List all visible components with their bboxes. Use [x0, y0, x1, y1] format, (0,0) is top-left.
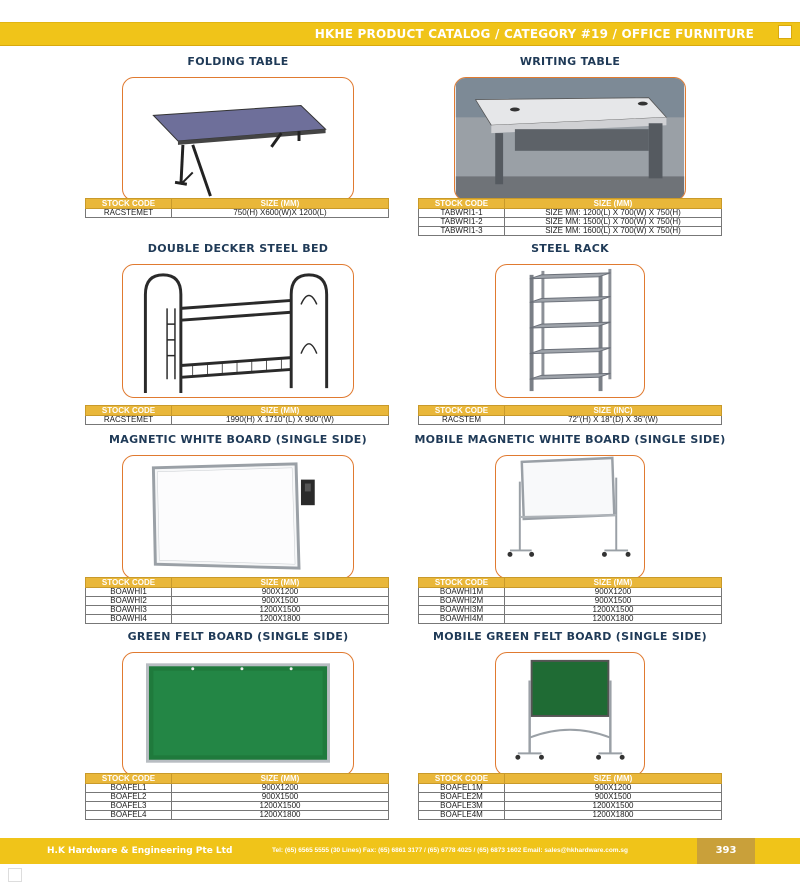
stock-code-cell: BOAFLE3M [419, 802, 505, 811]
table-row [86, 811, 389, 820]
col-header-stock-code: STOCK CODE [86, 199, 172, 209]
size-cell: 900X1500 [505, 597, 722, 606]
product-title: WRITING TABLE [519, 55, 621, 68]
col-header-size: SIZE (MM) [172, 578, 389, 588]
stock-code-cell: BOAWHI2M [419, 597, 505, 606]
stock-code-cell: BOAFEL1 [86, 784, 172, 793]
col-header-stock-code: STOCK CODE [419, 578, 505, 588]
footer-bar [0, 838, 800, 864]
product-mobile-magnetic-white-board [412, 433, 728, 579]
spec-table-folding-table [85, 198, 389, 218]
table-row [86, 416, 389, 425]
product-green-felt-board [80, 630, 396, 776]
stock-code-cell: BOAFEL3 [86, 802, 172, 811]
product-title: MOBILE GREEN FELT BOARD (SINGLE SIDE) [432, 630, 708, 643]
col-header-size: SIZE (MM) [172, 199, 389, 209]
col-header-size: SIZE (MM) [172, 406, 389, 416]
page-number: 393 [697, 838, 755, 864]
stock-code-cell: BOAWHI3M [419, 606, 505, 615]
stock-code-cell: BOAWHI1 [86, 588, 172, 597]
size-cell: 1200X1500 [172, 606, 389, 615]
stock-code-cell: BOAWHI2 [86, 597, 172, 606]
stock-code-cell: BOAWHI4M [419, 615, 505, 624]
table-row [419, 615, 722, 624]
spec-table-mobile-magnetic-white-board [418, 577, 722, 624]
writing-table-image [454, 77, 686, 201]
size-cell: 1990(H) X 1710"(L) X 900"(W) [172, 416, 389, 425]
product-mobile-green-felt-board [412, 630, 728, 776]
col-header-stock-code: STOCK CODE [419, 774, 505, 784]
size-cell: SIZE MM: 1500(L) X 700(W) X 750(H) [505, 218, 722, 227]
table-row [419, 416, 722, 425]
stock-code-cell: TABWRI1-3 [419, 227, 505, 236]
catalog-header-bar [0, 22, 800, 46]
size-cell: 1200X1800 [172, 811, 389, 820]
table-row [86, 615, 389, 624]
size-cell: 1200X1800 [172, 615, 389, 624]
folding-table-image [122, 77, 354, 201]
corner-mark [778, 25, 792, 39]
magnetic-white-board-image [122, 455, 354, 579]
product-magnetic-white-board [80, 433, 396, 579]
catalog-header-title: HKHE PRODUCT CATALOG / CATEGORY #19 / OFFICE FURNITURE [314, 27, 754, 41]
col-header-stock-code: STOCK CODE [86, 578, 172, 588]
size-cell: 72"(H) X 18"(D) X 36"(W) [505, 416, 722, 425]
stock-code-cell: BOAFLE4M [419, 811, 505, 820]
product-title: MOBILE MAGNETIC WHITE BOARD (SINGLE SIDE) [414, 433, 726, 446]
spec-table-green-felt-board [85, 773, 389, 820]
col-header-size: SIZE (MM) [505, 199, 722, 209]
corner-mark [8, 868, 22, 882]
company-name: H.K Hardware & Engineering Pte Ltd [47, 846, 233, 856]
stock-code-cell: BOAFEL1M [419, 784, 505, 793]
col-header-size: SIZE (MM) [505, 774, 722, 784]
stock-code-cell: RACSTEMET [86, 416, 172, 425]
size-cell: 900X1200 [172, 784, 389, 793]
product-writing-table [412, 55, 728, 201]
mobile-green-felt-board-image [495, 652, 645, 776]
size-cell: 1200X1800 [505, 615, 722, 624]
col-header-stock-code: STOCK CODE [86, 406, 172, 416]
size-cell: 900X1500 [172, 597, 389, 606]
col-header-stock-code: STOCK CODE [419, 406, 505, 416]
size-cell: 1200X1800 [505, 811, 722, 820]
table-row [419, 227, 722, 236]
spec-table-double-decker-bed [85, 405, 389, 425]
table-row [419, 811, 722, 820]
stock-code-cell: BOAFLE2M [419, 793, 505, 802]
product-title: MAGNETIC WHITE BOARD (SINGLE SIDE) [109, 433, 367, 446]
green-felt-board-image [122, 652, 354, 776]
stock-code-cell: BOAWHI4 [86, 615, 172, 624]
col-header-size: SIZE (INC) [505, 406, 722, 416]
size-cell: 1200X1500 [172, 802, 389, 811]
size-cell: 900X1200 [505, 588, 722, 597]
stock-code-cell: BOAFEL2 [86, 793, 172, 802]
size-cell: 900X1500 [505, 793, 722, 802]
table-row [86, 209, 389, 218]
steel-rack-image [495, 264, 645, 398]
product-title: GREEN FELT BOARD (SINGLE SIDE) [127, 630, 349, 643]
top-margin [0, 0, 800, 12]
spec-table-mobile-green-felt-board [418, 773, 722, 820]
stock-code-cell: BOAWHI3 [86, 606, 172, 615]
col-header-size: SIZE (MM) [172, 774, 389, 784]
product-title: DOUBLE DECKER STEEL BED [147, 242, 329, 255]
size-cell: 900X1500 [172, 793, 389, 802]
size-cell: SIZE MM: 1600(L) X 700(W) X 750(H) [505, 227, 722, 236]
mobile-magnetic-white-board-image [495, 455, 645, 579]
size-cell: 1200X1500 [505, 606, 722, 615]
product-double-decker-bed [80, 242, 396, 398]
col-header-stock-code: STOCK CODE [419, 199, 505, 209]
stock-code-cell: TABWRI1-1 [419, 209, 505, 218]
col-header-stock-code: STOCK CODE [86, 774, 172, 784]
spec-table-writing-table [418, 198, 722, 236]
product-title: STEEL RACK [531, 242, 609, 255]
size-cell: 900X1200 [505, 784, 722, 793]
spec-table-magnetic-white-board [85, 577, 389, 624]
stock-code-cell: RACSTEM [419, 416, 505, 425]
size-cell: 750(H) X600(W)X 1200(L) [172, 209, 389, 218]
size-cell: 900X1200 [172, 588, 389, 597]
col-header-size: SIZE (MM) [505, 578, 722, 588]
product-steel-rack [412, 242, 728, 398]
product-folding-table [80, 55, 396, 201]
product-title: FOLDING TABLE [187, 55, 289, 68]
size-cell: 1200X1500 [505, 802, 722, 811]
stock-code-cell: TABWRI1-2 [419, 218, 505, 227]
double-decker-bed-image [122, 264, 354, 398]
stock-code-cell: BOAWHI1M [419, 588, 505, 597]
size-cell: SIZE MM: 1200(L) X 700(W) X 750(H) [505, 209, 722, 218]
stock-code-cell: BOAFEL4 [86, 811, 172, 820]
contact-info: Tel: (65) 6565 5555 (30 Lines) Fax: (65) 6861 3177 / (65) 6778 4025 / (65) 6873 1602 Email: sales@hkhardware.com.sg [272, 847, 628, 854]
spec-table-steel-rack [418, 405, 722, 425]
stock-code-cell: RACSTEMET [86, 209, 172, 218]
